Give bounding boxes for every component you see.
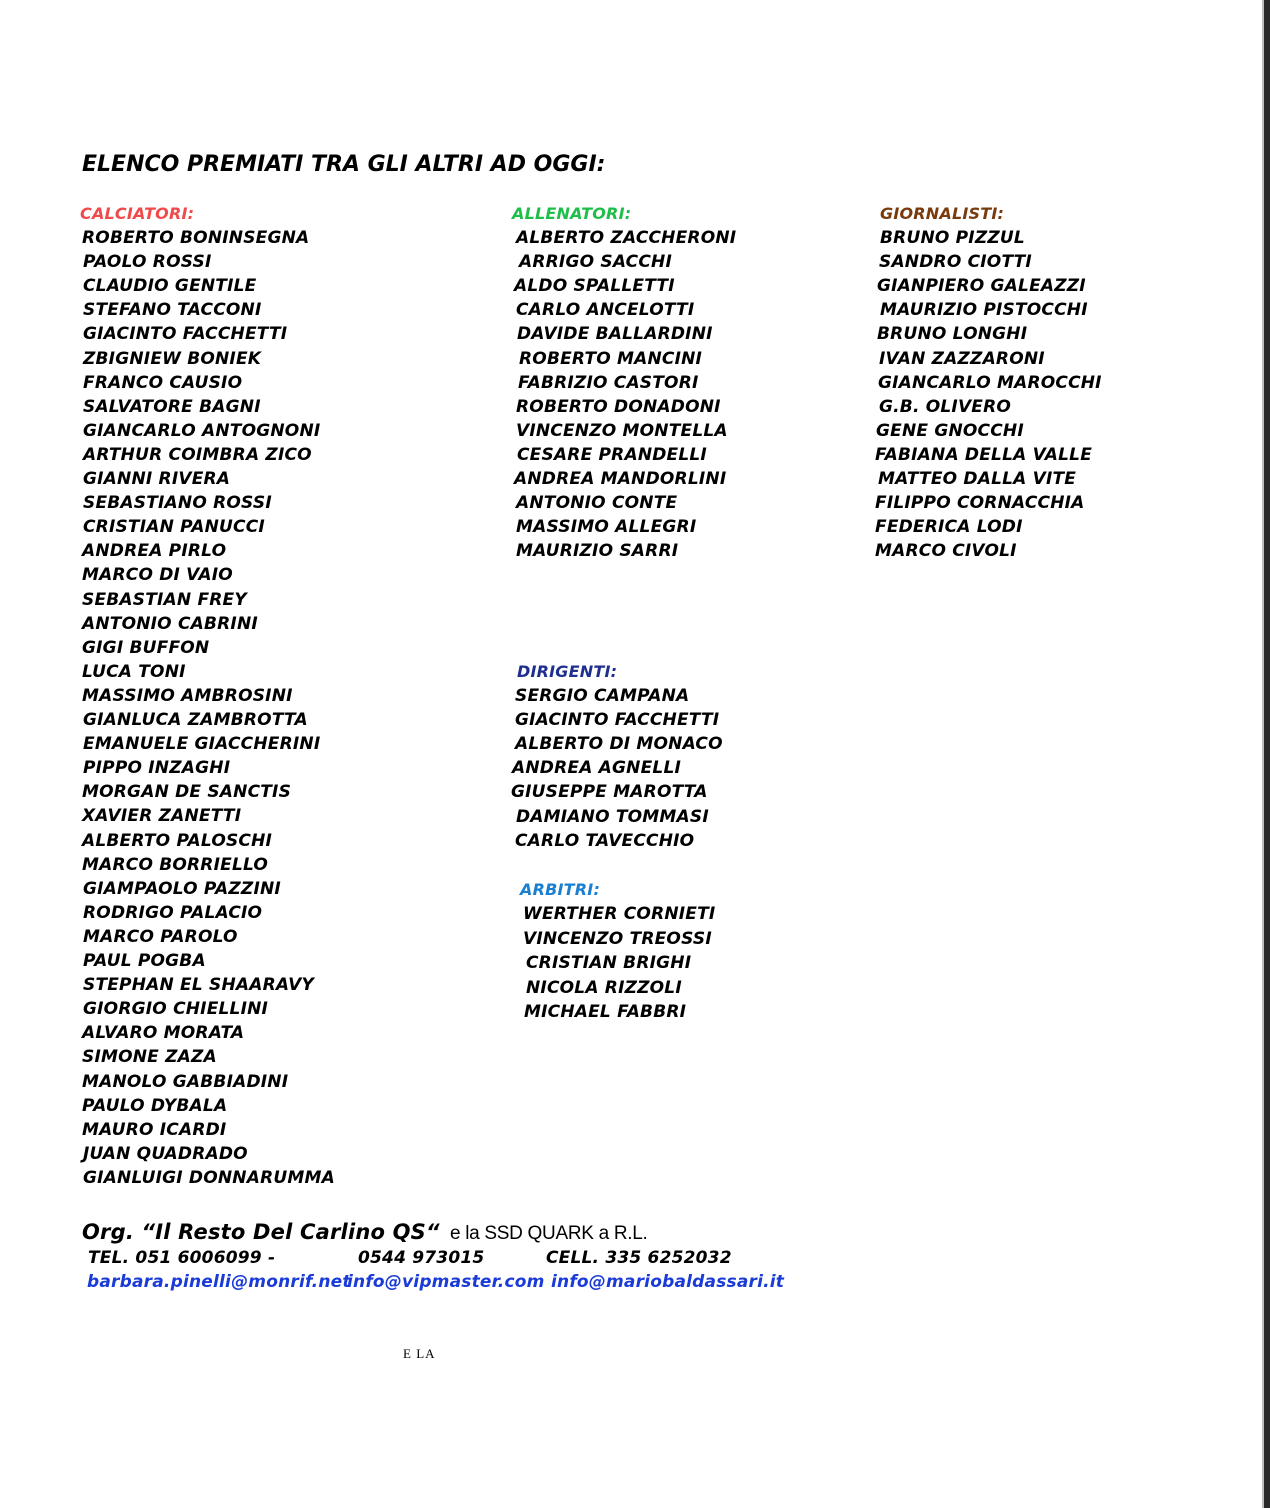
org-tel: TEL. 051 6006099 -: [88, 1248, 276, 1268]
calciatori-name: SALVATORE BAGNI: [83, 397, 261, 417]
arbitri-name: NICOLA RIZZOLI: [526, 978, 682, 998]
org-sub: e la SSD QUARK a R.L.: [450, 1223, 648, 1244]
allenatori-name: ROBERTO MANCINI: [519, 349, 703, 369]
giornalisti-name: GIANPIERO GALEAZZI: [877, 276, 1086, 296]
calciatori-name: ROBERTO BONINSEGNA: [82, 228, 310, 248]
allenatori-name: ANTONIO CONTE: [516, 493, 678, 513]
calciatori-name: EMANUELE GIACCHERINI: [83, 734, 321, 754]
dirigenti-name: GIACINTO FACCHETTI: [515, 710, 720, 730]
email-link[interactable]: info@mariobaldassari.it: [551, 1272, 785, 1292]
calciatori-name: SEBASTIAN FREY: [82, 590, 247, 610]
calciatori-name: MANOLO GABBIADINI: [82, 1072, 289, 1092]
allenatori-name: ALDO SPALLETTI: [514, 276, 675, 296]
giornalisti-name: FABIANA DELLA VALLE: [875, 445, 1093, 465]
calciatori-name: SIMONE ZAZA: [82, 1047, 217, 1067]
calciatori-name: CRISTIAN PANUCCI: [83, 517, 265, 537]
giornalisti-name: SANDRO CIOTTI: [879, 252, 1032, 272]
giornalisti-name: BRUNO LONGHI: [877, 324, 1028, 344]
allenatori-name: VINCENZO MONTELLA: [516, 421, 728, 441]
calciatori-name: MARCO BORRIELLO: [82, 855, 269, 875]
page-edge: [1264, 0, 1270, 1508]
calciatori-name: GIGI BUFFON: [82, 638, 210, 658]
calciatori-name: ARTHUR COIMBRA ZICO: [83, 445, 312, 465]
calciatori-name: MORGAN DE SANCTIS: [82, 782, 292, 802]
giornalisti-name: BRUNO PIZZUL: [880, 228, 1025, 248]
allenatori-name: MAURIZIO SARRI: [516, 541, 679, 561]
giornalisti-name: GIANCARLO MAROCCHI: [878, 373, 1102, 393]
heading-arbitri: ARBITRI:: [520, 880, 601, 899]
dirigenti-name: GIUSEPPE MAROTTA: [511, 782, 708, 802]
calciatori-name: LUCA TONI: [82, 662, 186, 682]
arbitri-name: CRISTIAN BRIGHI: [526, 953, 692, 973]
calciatori-name: PAOLO ROSSI: [83, 252, 212, 272]
allenatori-name: MASSIMO ALLEGRI: [516, 517, 697, 537]
allenatori-name: ROBERTO DONADONI: [516, 397, 721, 417]
calciatori-name: RODRIGO PALACIO: [83, 903, 263, 923]
calciatori-name: GIACINTO FACCHETTI: [83, 324, 288, 344]
calciatori-name: STEFANO TACCONI: [83, 300, 262, 320]
giornalisti-name: G.B. OLIVERO: [879, 397, 1012, 417]
calciatori-name: SEBASTIANO ROSSI: [83, 493, 272, 513]
arbitri-name: VINCENZO TREOSSI: [523, 929, 712, 949]
allenatori-name: ANDREA MANDORLINI: [514, 469, 727, 489]
calciatori-name: PAULO DYBALA: [82, 1096, 228, 1116]
dirigenti-name: CARLO TAVECCHIO: [515, 831, 695, 851]
org-cell: CELL. 335 6252032: [546, 1248, 732, 1268]
heading-giornalisti: GIORNALISTI:: [880, 204, 1005, 223]
calciatori-name: MAURO ICARDI: [82, 1120, 227, 1140]
arbitri-name: WERTHER CORNIETI: [523, 904, 716, 924]
allenatori-name: CARLO ANCELOTTI: [516, 300, 695, 320]
calciatori-name: STEPHAN EL SHAARAVY: [83, 975, 314, 995]
calciatori-name: ALVARO MORATA: [82, 1023, 245, 1043]
calciatori-name: FRANCO CAUSIO: [83, 373, 243, 393]
dirigenti-name: ANDREA AGNELLI: [512, 758, 682, 778]
heading-dirigenti: DIRIGENTI:: [517, 662, 618, 681]
org-tel2: 0544 973015: [358, 1248, 485, 1268]
allenatori-name: DAVIDE BALLARDINI: [517, 324, 713, 344]
calciatori-name: PIPPO INZAGHI: [83, 758, 231, 778]
giornalisti-name: MAURIZIO PISTOCCHI: [880, 300, 1088, 320]
arbitri-name: MICHAEL FABBRI: [524, 1002, 687, 1022]
org-main: Org. “Il Resto Del Carlino QS“: [82, 1220, 440, 1244]
calciatori-name: PAUL POGBA: [83, 951, 206, 971]
page-title: ELENCO PREMIATI TRA GLI ALTRI AD OGGI:: [82, 152, 606, 177]
heading-calciatori: CALCIATORI:: [80, 204, 195, 223]
calciatori-name: GIANNI RIVERA: [83, 469, 231, 489]
allenatori-name: FABRIZIO CASTORI: [518, 373, 699, 393]
allenatori-name: ARRIGO SACCHI: [519, 252, 672, 272]
calciatori-name: MASSIMO AMBROSINI: [82, 686, 293, 706]
dirigenti-name: ALBERTO DI MONACO: [515, 734, 723, 754]
allenatori-name: CESARE PRANDELLI: [517, 445, 707, 465]
email-link[interactable]: info@vipmaster.com: [347, 1272, 545, 1292]
calciatori-name: GIANLUIGI DONNARUMMA: [83, 1168, 335, 1188]
calciatori-name: GIANLUCA ZAMBROTTA: [83, 710, 308, 730]
allenatori-name: ALBERTO ZACCHERONI: [516, 228, 737, 248]
giornalisti-name: FEDERICA LODI: [875, 517, 1023, 537]
giornalisti-name: FILIPPO CORNACCHIA: [875, 493, 1085, 513]
calciatori-name: GIANCARLO ANTOGNONI: [83, 421, 321, 441]
giornalisti-name: MARCO CIVOLI: [875, 541, 1017, 561]
giornalisti-name: MATTEO DALLA VITE: [878, 469, 1077, 489]
calciatori-name: MARCO PAROLO: [83, 927, 238, 947]
giornalisti-name: IVAN ZAZZARONI: [879, 349, 1045, 369]
calciatori-name: XAVIER ZANETTI: [82, 806, 242, 826]
giornalisti-name: GENE GNOCCHI: [876, 421, 1024, 441]
calciatori-name: GIAMPAOLO PAZZINI: [83, 879, 281, 899]
calciatori-name: GIORGIO CHIELLINI: [83, 999, 269, 1019]
calciatori-name: ALBERTO PALOSCHI: [82, 831, 273, 851]
calciatori-name: MARCO DI VAIO: [82, 565, 233, 585]
email-link[interactable]: barbara.pinelli@monrif.net: [87, 1272, 351, 1292]
dirigenti-name: SERGIO CAMPANA: [515, 686, 690, 706]
calciatori-name: JUAN QUADRADO: [83, 1144, 248, 1164]
footer-mark: E LA: [403, 1346, 436, 1361]
calciatori-name: ANTONIO CABRINI: [82, 614, 258, 634]
dirigenti-name: DAMIANO TOMMASI: [516, 807, 709, 827]
calciatori-name: ZBIGNIEW BONIEK: [83, 349, 262, 369]
heading-allenatori: ALLENATORI:: [512, 204, 632, 223]
calciatori-name: CLAUDIO GENTILE: [83, 276, 257, 296]
calciatori-name: ANDREA PIRLO: [82, 541, 227, 561]
